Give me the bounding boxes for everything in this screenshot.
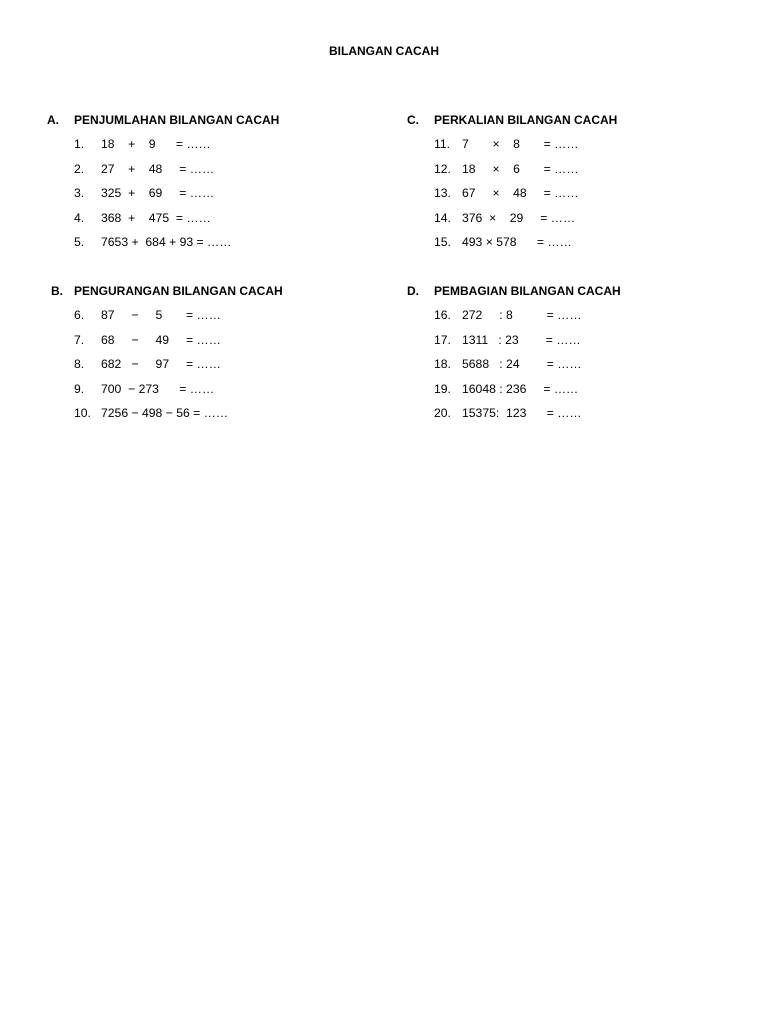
page-title: BILANGAN CACAH <box>329 44 439 58</box>
problem-expression: 493 × 578 = …… <box>462 235 572 249</box>
problem-number: 10. <box>74 406 91 420</box>
problem-number: 1. <box>74 137 85 151</box>
problem-number: 3. <box>74 186 85 200</box>
problem-number: 12. <box>434 161 451 176</box>
problem-number: 13. <box>434 186 451 200</box>
section-title: PEMBAGIAN BILANGAN CACAH <box>434 284 621 298</box>
problem-expression: 272 : 8 = …… <box>462 308 582 322</box>
problem-number: 18. <box>434 357 451 371</box>
problem-expression: 368 + 475 = …… <box>101 210 211 225</box>
problem-expression: 5688 : 24 = …… <box>462 357 582 371</box>
problem-number: 11. <box>434 137 451 151</box>
problem-expression: 7256 − 498 − 56 = …… <box>101 406 229 420</box>
problem-expression: 15375: 123 = …… <box>462 406 582 420</box>
problem-number: 6. <box>74 308 85 322</box>
problem-expression: 16048 : 236 = …… <box>462 381 579 396</box>
problem-number: 14. <box>434 210 451 225</box>
problem-expression: 376 × 29 = …… <box>462 210 576 225</box>
section-letter: A. <box>47 113 59 127</box>
problem-number: 2. <box>74 161 85 176</box>
section-title: PERKALIAN BILANGAN CACAH <box>434 113 618 127</box>
problem-expression: 87 − 5 = …… <box>101 308 221 322</box>
problem-expression: 67 × 48 = …… <box>462 186 579 200</box>
problem-expression: 1311 : 23 = …… <box>462 332 581 347</box>
problem-expression: 7 × 8 = …… <box>462 137 579 151</box>
problem-number: 19. <box>434 381 451 396</box>
problem-number: 8. <box>74 357 85 371</box>
problem-number: 20. <box>434 406 451 420</box>
problem-number: 7. <box>74 332 85 347</box>
problem-expression: 68 − 49 = …… <box>101 332 221 347</box>
problem-number: 4. <box>74 210 85 225</box>
problem-expression: 700 − 273 = …… <box>101 381 215 396</box>
problem-expression: 18 × 6 = …… <box>462 161 579 176</box>
problem-number: 9. <box>74 381 85 396</box>
problem-expression: 325 + 69 = …… <box>101 186 215 200</box>
problem-expression: 18 + 9 = …… <box>101 137 211 151</box>
problem-expression: 27 + 48 = …… <box>101 161 215 176</box>
section-title: PENGURANGAN BILANGAN CACAH <box>74 284 283 298</box>
section-letter: B. <box>51 284 63 298</box>
problem-number: 17. <box>434 332 451 347</box>
problem-expression: 7653 + 684 + 93 = …… <box>101 235 232 249</box>
section-letter: D. <box>407 284 419 298</box>
section-letter: C. <box>407 113 419 127</box>
problem-number: 16. <box>434 308 451 322</box>
problem-expression: 682 − 97 = …… <box>101 357 221 371</box>
problem-number: 5. <box>74 235 85 249</box>
section-title: PENJUMLAHAN BILANGAN CACAH <box>74 113 280 127</box>
problem-number: 15. <box>434 235 451 249</box>
